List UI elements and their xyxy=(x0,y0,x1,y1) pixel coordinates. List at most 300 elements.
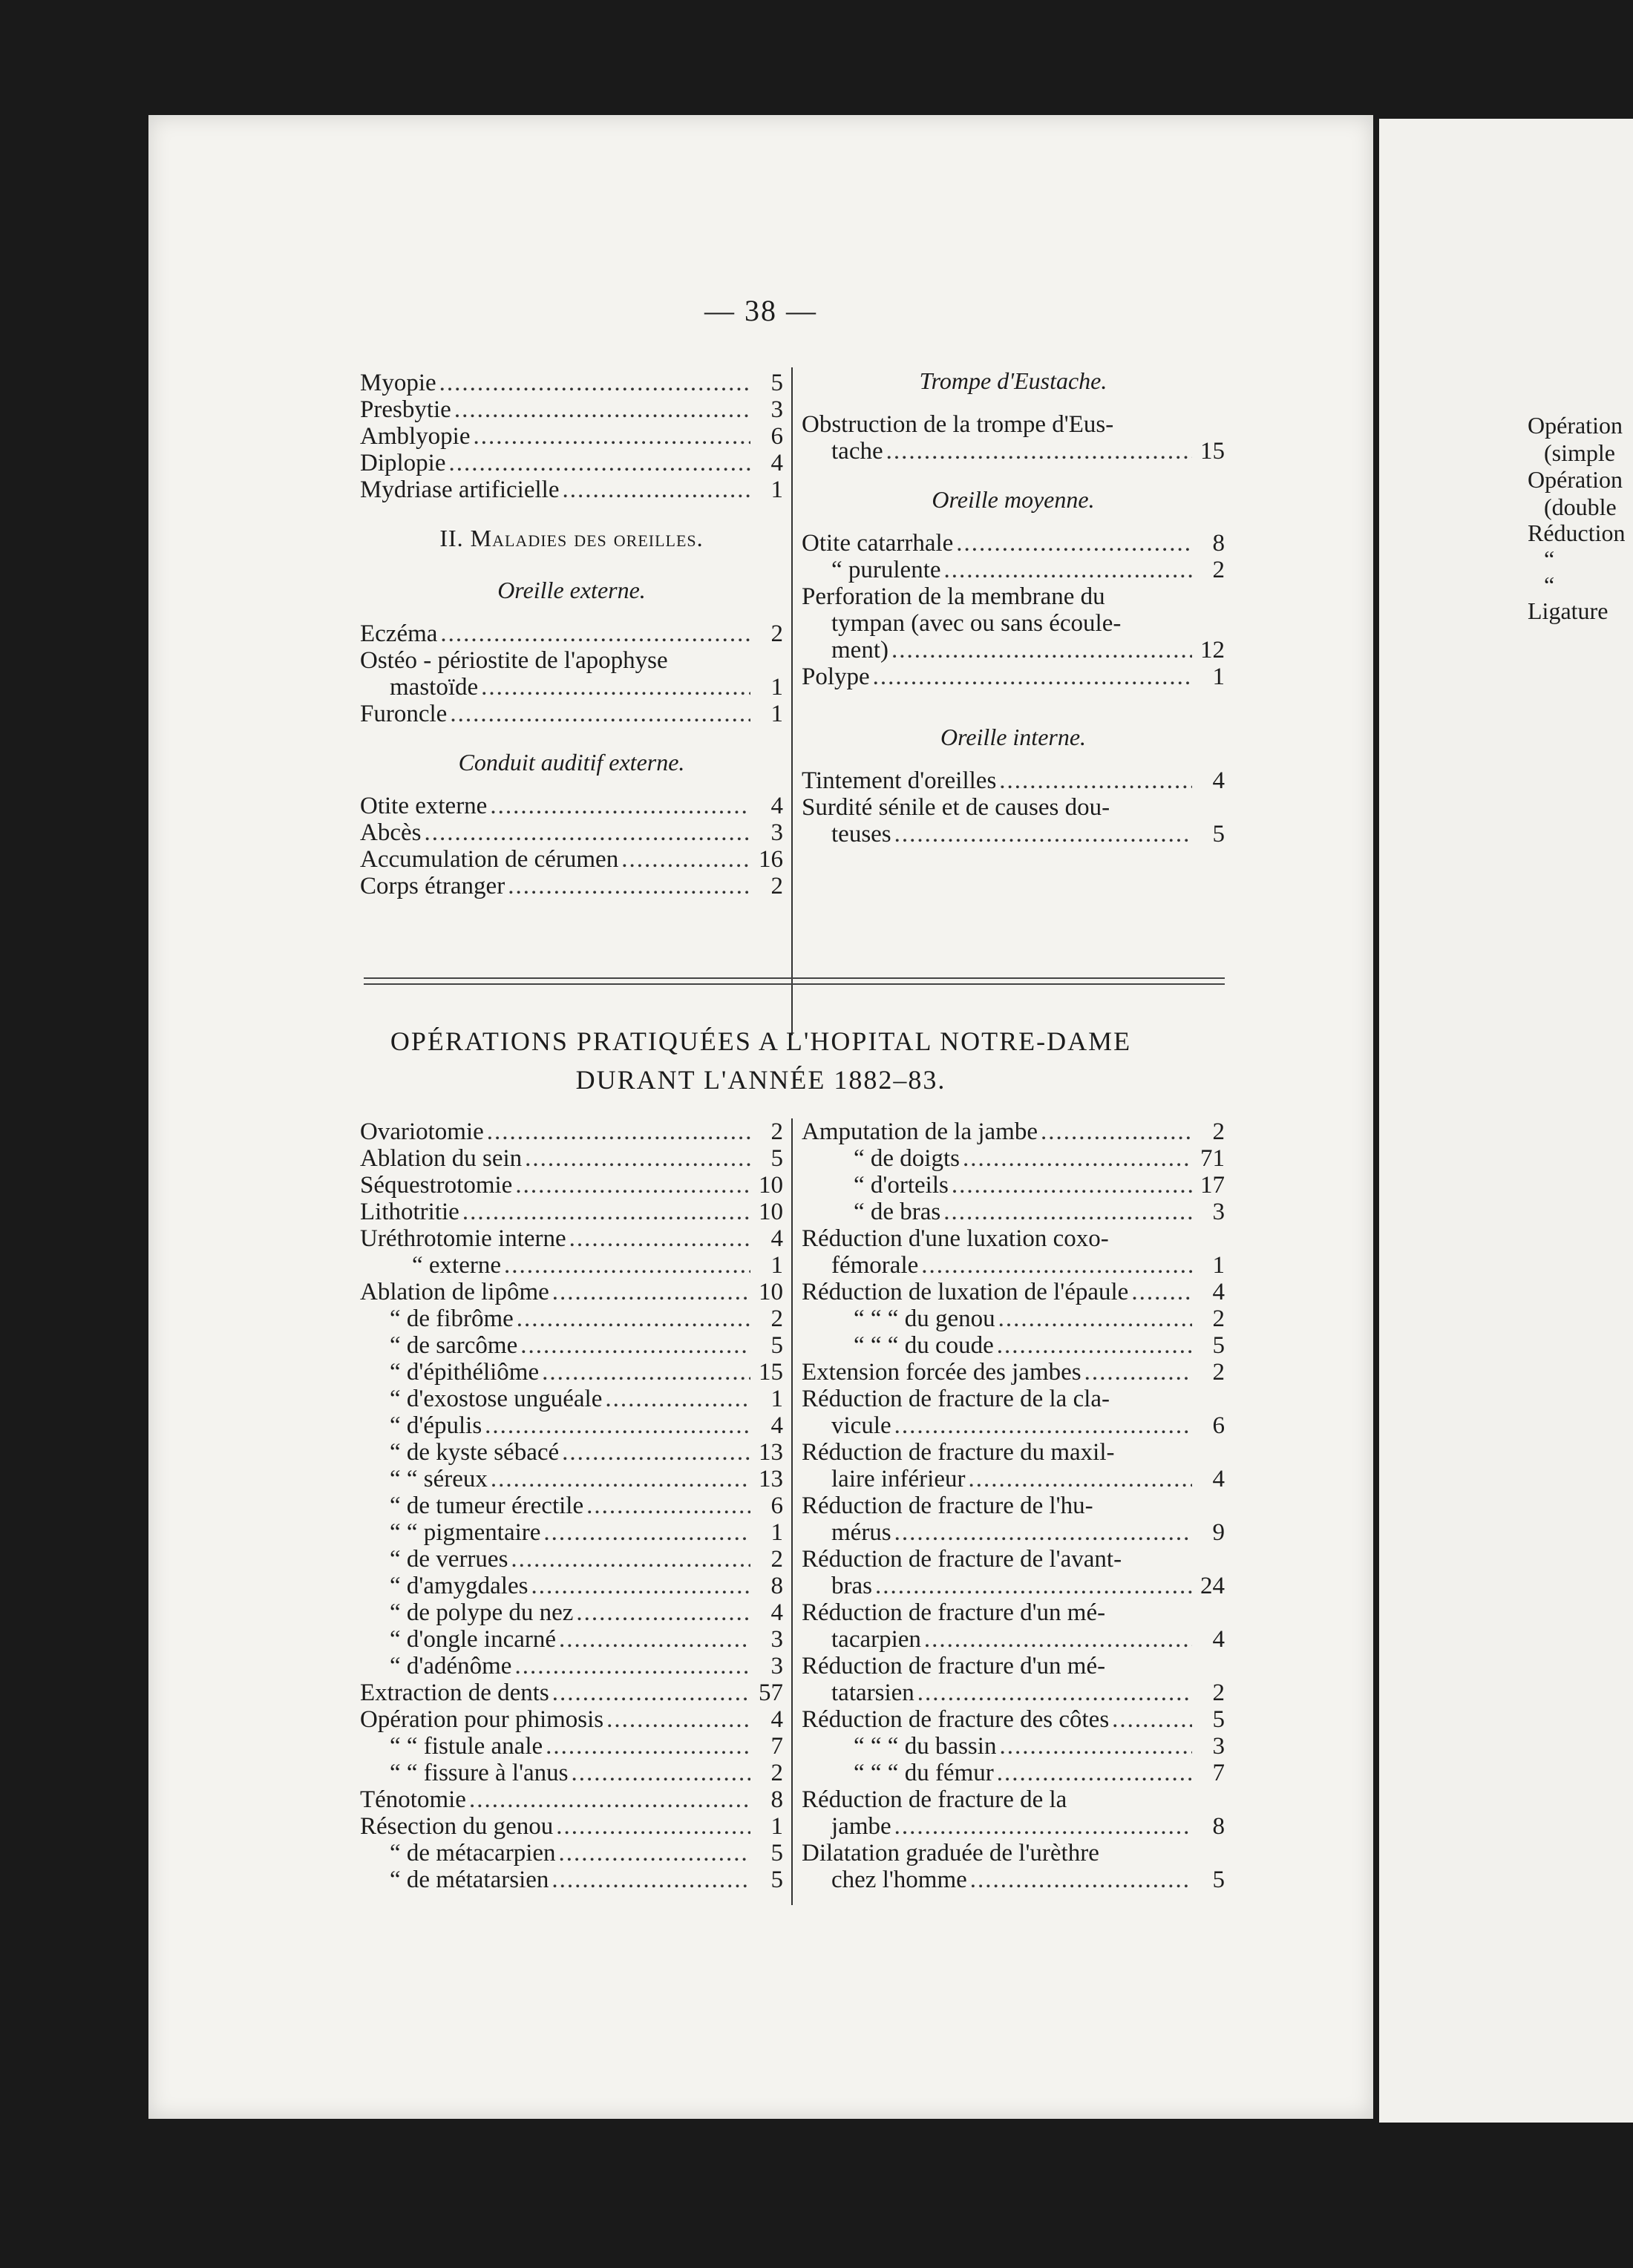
list-item xyxy=(360,1706,783,1733)
item-label: tympan (avec ou sans écoule- xyxy=(831,610,1122,637)
item-count: 4 xyxy=(1212,1279,1225,1305)
adjacent-page-text: “ xyxy=(1544,571,1555,598)
list-item xyxy=(360,674,783,701)
item-label: “ “ “ du bassin xyxy=(854,1733,997,1760)
item-label: “ “ séreux xyxy=(390,1466,488,1492)
list-item xyxy=(360,1653,783,1679)
list-item xyxy=(360,701,783,727)
list-item xyxy=(802,1573,1225,1599)
item-label: jambe xyxy=(831,1813,891,1840)
leader-dots xyxy=(531,1573,750,1599)
item-count: 3 xyxy=(770,1653,783,1679)
item-label: Réduction de fracture des côtes xyxy=(802,1706,1110,1733)
item-label: “ “ “ du fémur xyxy=(854,1760,994,1786)
left-page xyxy=(148,115,1373,2119)
item-count: 71 xyxy=(1200,1145,1225,1172)
item-label: Corps étranger xyxy=(360,873,505,899)
leader-dots xyxy=(999,1733,1192,1760)
item-label: Accumulation de cérumen xyxy=(360,846,619,873)
list-item xyxy=(802,1359,1225,1386)
item-count: 2 xyxy=(1212,1359,1225,1386)
leader-dots xyxy=(490,793,750,819)
list-item xyxy=(802,1332,1225,1359)
item-count: 2 xyxy=(1212,557,1225,583)
leader-dots xyxy=(894,1412,1192,1439)
leader-dots xyxy=(485,1412,750,1439)
item-count: 2 xyxy=(770,1305,783,1332)
item-count: 5 xyxy=(770,370,783,396)
item-label: Surdité sénile et de causes dou- xyxy=(802,794,1110,821)
item-label: Tintement d'oreilles xyxy=(802,767,997,794)
list-item xyxy=(360,1252,783,1279)
item-label: Amblyopie xyxy=(360,423,471,450)
adjacent-page-text: Réduction xyxy=(1528,520,1626,546)
item-label: Perforation de la membrane du xyxy=(802,583,1105,610)
item-label: tatarsien xyxy=(831,1679,914,1706)
leader-dots xyxy=(462,1199,750,1225)
adjacent-page-text: Opération xyxy=(1528,466,1623,493)
trompe-list xyxy=(802,411,1225,465)
item-label: Presbytie xyxy=(360,396,451,423)
adjacent-page-text: (simple xyxy=(1544,439,1615,466)
item-label: “ d'exostose unguéale xyxy=(390,1386,603,1412)
list-item xyxy=(802,411,1225,438)
item-label: Furoncle xyxy=(360,701,448,727)
list-item xyxy=(802,1225,1225,1252)
item-label: Lithotritie xyxy=(360,1199,459,1225)
item-count: 5 xyxy=(1212,1332,1225,1359)
item-count: 10 xyxy=(759,1279,783,1305)
item-label: teuses xyxy=(831,821,891,848)
list-item xyxy=(360,1813,783,1840)
leader-dots xyxy=(924,1626,1192,1653)
ears-section-heading: II. Maladies des oreilles. xyxy=(439,525,704,551)
leader-dots xyxy=(605,1386,750,1412)
item-label: “ “ fistule anale xyxy=(390,1733,543,1760)
item-count: 4 xyxy=(1212,767,1225,794)
leader-dots xyxy=(875,1573,1192,1599)
list-item xyxy=(360,1546,783,1573)
list-item xyxy=(802,794,1225,821)
item-label: ment) xyxy=(831,637,889,663)
list-item xyxy=(360,1519,783,1546)
item-count: 3 xyxy=(770,1626,783,1653)
oreille-moyenne-list xyxy=(802,530,1225,690)
leader-dots xyxy=(511,1546,750,1573)
leader-dots xyxy=(543,1519,750,1546)
list-item xyxy=(802,637,1225,663)
list-item xyxy=(360,1332,783,1359)
list-item xyxy=(360,1760,783,1786)
list-item xyxy=(360,370,783,396)
list-item xyxy=(360,1386,783,1412)
leader-dots xyxy=(473,423,750,450)
leader-dots xyxy=(520,1332,750,1359)
item-count: 4 xyxy=(770,1225,783,1252)
leader-dots xyxy=(517,1305,750,1332)
list-item xyxy=(360,1145,783,1172)
list-item xyxy=(360,450,783,476)
item-label: “ d'épulis xyxy=(390,1412,482,1439)
item-label: Otite catarrhale xyxy=(802,530,954,557)
list-item xyxy=(802,1466,1225,1492)
list-item xyxy=(360,1359,783,1386)
leader-dots xyxy=(454,396,750,423)
leader-dots xyxy=(556,1813,750,1840)
leader-dots xyxy=(891,637,1192,663)
item-label: tacarpien xyxy=(831,1626,921,1653)
item-count: 5 xyxy=(770,1145,783,1172)
item-count: 3 xyxy=(770,819,783,846)
leader-dots xyxy=(963,1145,1192,1172)
item-label: Résection du genou xyxy=(360,1813,554,1840)
item-label: Abcès xyxy=(360,819,422,846)
item-label: Séquestrotomie xyxy=(360,1172,513,1199)
operations-title-line2: DURANT L'ANNÉE 1882–83. xyxy=(575,1065,946,1095)
list-item xyxy=(360,846,783,873)
leader-dots xyxy=(481,674,750,701)
leader-dots xyxy=(886,438,1192,465)
list-item xyxy=(360,1866,783,1893)
item-label: Réduction de fracture de la cla- xyxy=(802,1386,1110,1412)
item-label: Ablation du sein xyxy=(360,1145,523,1172)
leader-dots xyxy=(439,370,750,396)
item-count: 5 xyxy=(1212,1866,1225,1893)
list-item xyxy=(802,767,1225,794)
item-count: 2 xyxy=(1212,1679,1225,1706)
leader-dots xyxy=(576,1599,750,1626)
item-label: “ “ “ du coude xyxy=(854,1332,994,1359)
item-count: 5 xyxy=(770,1332,783,1359)
leader-dots xyxy=(469,1786,750,1813)
item-count: 7 xyxy=(1212,1760,1225,1786)
list-item xyxy=(360,620,783,647)
upper-right-column xyxy=(802,364,1225,848)
item-count: 3 xyxy=(1212,1733,1225,1760)
item-label: laire inférieur xyxy=(831,1466,966,1492)
list-item xyxy=(360,793,783,819)
item-label: “ de métacarpien xyxy=(390,1840,556,1866)
item-label: Ovariotomie xyxy=(360,1118,484,1145)
item-count: 16 xyxy=(759,846,783,873)
item-count: 7 xyxy=(770,1733,783,1760)
eye-diseases-list xyxy=(360,370,783,503)
item-count: 10 xyxy=(759,1172,783,1199)
item-label: Extension forcée des jambes xyxy=(802,1359,1081,1386)
item-label: Myopie xyxy=(360,370,436,396)
item-label: “ d'épithéliôme xyxy=(390,1359,540,1386)
item-label: “ de fibrôme xyxy=(390,1305,514,1332)
item-label: Réduction de fracture de l'avant- xyxy=(802,1546,1122,1573)
item-label: “ “ fissure à l'anus xyxy=(390,1760,569,1786)
item-count: 4 xyxy=(770,1599,783,1626)
item-label: “ “ pigmentaire xyxy=(390,1519,541,1546)
adjacent-page-fragment xyxy=(1379,119,1633,2123)
leader-dots xyxy=(448,450,750,476)
leader-dots xyxy=(997,1332,1192,1359)
item-label: bras xyxy=(831,1573,872,1599)
item-label: tache xyxy=(831,438,883,465)
leader-dots xyxy=(621,846,750,873)
oreille-interne-list xyxy=(802,767,1225,848)
list-item xyxy=(802,583,1225,610)
item-count: 24 xyxy=(1200,1573,1225,1599)
item-count: 1 xyxy=(770,1813,783,1840)
list-item xyxy=(802,610,1225,637)
leader-dots xyxy=(504,1252,750,1279)
item-count: 1 xyxy=(1212,1252,1225,1279)
leader-dots xyxy=(546,1733,750,1760)
item-count: 17 xyxy=(1200,1172,1225,1199)
conduit-heading: Conduit auditif externe. xyxy=(458,749,685,776)
leader-dots xyxy=(450,701,750,727)
item-count: 2 xyxy=(770,1546,783,1573)
leader-dots xyxy=(559,1840,750,1866)
item-count: 6 xyxy=(770,423,783,450)
list-item xyxy=(360,1679,783,1706)
item-count: 1 xyxy=(1212,663,1225,690)
leader-dots xyxy=(424,819,750,846)
leader-dots xyxy=(944,557,1192,583)
leader-dots xyxy=(873,663,1192,690)
list-item xyxy=(360,1225,783,1252)
list-item xyxy=(802,1199,1225,1225)
item-count: 4 xyxy=(770,450,783,476)
leader-dots xyxy=(1084,1359,1192,1386)
item-label: “ de doigts xyxy=(854,1145,960,1172)
item-label: Amputation de la jambe xyxy=(802,1118,1038,1145)
list-item xyxy=(802,1145,1225,1172)
list-item xyxy=(802,663,1225,690)
item-label: Réduction de luxation de l'épaule xyxy=(802,1279,1129,1305)
item-label: “ de tumeur érectile xyxy=(390,1492,584,1519)
adjacent-page-text: Opération xyxy=(1528,412,1623,439)
oreille-externe-heading: Oreille externe. xyxy=(497,577,646,603)
list-item xyxy=(360,1466,783,1492)
item-label: Opération pour phimosis xyxy=(360,1706,604,1733)
leader-dots xyxy=(1131,1279,1192,1305)
double-rule-top xyxy=(364,977,1225,979)
item-label: Obstruction de la trompe d'Eus- xyxy=(802,411,1114,438)
list-item xyxy=(802,1599,1225,1626)
item-count: 5 xyxy=(770,1840,783,1866)
list-item xyxy=(802,1706,1225,1733)
item-label: Ostéo - périostite de l'apophyse xyxy=(360,647,668,674)
item-count: 10 xyxy=(759,1199,783,1225)
leader-dots xyxy=(968,1466,1192,1492)
trompe-heading: Trompe d'Eustache. xyxy=(919,367,1107,394)
item-count: 57 xyxy=(759,1679,783,1706)
leader-dots xyxy=(894,1813,1192,1840)
item-label: Réduction de fracture de l'hu- xyxy=(802,1492,1093,1519)
leader-dots xyxy=(917,1679,1192,1706)
adjacent-page-text: “ xyxy=(1544,545,1555,572)
item-count: 12 xyxy=(1200,637,1225,663)
leader-dots xyxy=(562,1439,750,1466)
list-item xyxy=(360,647,783,674)
upper-left-column xyxy=(360,370,783,899)
item-label: Dilatation graduée de l'urèthre xyxy=(802,1840,1099,1866)
item-label: Extraction de dents xyxy=(360,1679,549,1706)
item-count: 5 xyxy=(1212,1706,1225,1733)
list-item xyxy=(802,1279,1225,1305)
list-item xyxy=(360,423,783,450)
leader-dots xyxy=(542,1359,750,1386)
item-count: 2 xyxy=(770,620,783,647)
item-label: Ténotomie xyxy=(360,1786,466,1813)
item-count: 15 xyxy=(759,1359,783,1386)
list-item xyxy=(802,1786,1225,1813)
list-item xyxy=(360,396,783,423)
item-count: 1 xyxy=(770,701,783,727)
list-item xyxy=(802,1305,1225,1332)
leader-dots xyxy=(552,1866,750,1893)
list-item xyxy=(360,1439,783,1466)
list-item xyxy=(360,1840,783,1866)
item-label: Ablation de lipôme xyxy=(360,1279,549,1305)
item-label: Réduction de fracture du maxil- xyxy=(802,1439,1115,1466)
item-count: 8 xyxy=(770,1573,783,1599)
leader-dots xyxy=(997,1760,1192,1786)
leader-dots xyxy=(552,1279,750,1305)
list-item xyxy=(360,1279,783,1305)
leader-dots xyxy=(970,1866,1192,1893)
list-item xyxy=(360,1305,783,1332)
item-count: 3 xyxy=(770,396,783,423)
item-count: 2 xyxy=(770,873,783,899)
item-label: Polype xyxy=(802,663,870,690)
item-count: 2 xyxy=(1212,1118,1225,1145)
item-label: fémorale xyxy=(831,1252,919,1279)
operations-title-line1: OPÉRATIONS PRATIQUÉES A L'HOPITAL NOTRE-DAME xyxy=(390,1026,1132,1056)
leader-dots xyxy=(569,1225,750,1252)
list-item xyxy=(802,1760,1225,1786)
item-label: “ de verrues xyxy=(390,1546,508,1573)
list-item xyxy=(360,1786,783,1813)
item-label: mérus xyxy=(831,1519,891,1546)
leader-dots xyxy=(572,1760,750,1786)
leader-dots xyxy=(952,1172,1192,1199)
item-label: Réduction d'une luxation coxo- xyxy=(802,1225,1109,1252)
oreille-moyenne-heading: Oreille moyenne. xyxy=(932,486,1095,513)
item-count: 3 xyxy=(1212,1199,1225,1225)
item-count: 4 xyxy=(770,1706,783,1733)
item-label: Réduction de fracture d'un mé- xyxy=(802,1599,1106,1626)
item-count: 13 xyxy=(759,1466,783,1492)
leader-dots xyxy=(921,1252,1192,1279)
item-count: 4 xyxy=(1212,1466,1225,1492)
oreille-externe-list xyxy=(360,620,783,727)
leader-dots xyxy=(998,1305,1192,1332)
item-count: 1 xyxy=(770,476,783,503)
item-label: “ d'ongle incarné xyxy=(390,1626,557,1653)
list-item xyxy=(802,1386,1225,1412)
list-item xyxy=(802,1733,1225,1760)
item-label: Diplopie xyxy=(360,450,446,476)
list-item xyxy=(802,530,1225,557)
list-item xyxy=(360,476,783,503)
item-count: 2 xyxy=(770,1118,783,1145)
oreille-interne-heading: Oreille interne. xyxy=(940,724,1087,750)
leader-dots xyxy=(440,620,750,647)
item-label: Eczéma xyxy=(360,620,438,647)
leader-dots xyxy=(894,1519,1192,1546)
list-item xyxy=(802,1412,1225,1439)
item-label: “ de polype du nez xyxy=(390,1599,574,1626)
leader-dots xyxy=(1041,1118,1192,1145)
item-count: 9 xyxy=(1212,1519,1225,1546)
item-count: 4 xyxy=(770,793,783,819)
leader-dots xyxy=(508,873,750,899)
leader-dots xyxy=(562,476,750,503)
leader-dots xyxy=(487,1118,750,1145)
list-item xyxy=(802,1172,1225,1199)
adjacent-page-text: Ligature xyxy=(1528,597,1609,624)
item-count: 5 xyxy=(1212,821,1225,848)
operations-left-column xyxy=(360,1118,783,1893)
list-item xyxy=(360,1733,783,1760)
leader-dots xyxy=(586,1492,750,1519)
operations-column-divider xyxy=(791,1118,793,1905)
item-label: chez l'homme xyxy=(831,1866,967,1893)
list-item xyxy=(802,1679,1225,1706)
item-label: Mydriase artificielle xyxy=(360,476,560,503)
leader-dots xyxy=(514,1653,750,1679)
list-item xyxy=(802,1626,1225,1653)
leader-dots xyxy=(525,1145,750,1172)
item-count: 8 xyxy=(1212,530,1225,557)
conduit-list xyxy=(360,793,783,899)
upper-column-divider xyxy=(791,367,793,1035)
item-label: mastoïde xyxy=(390,674,479,701)
list-item xyxy=(802,821,1225,848)
item-count: 1 xyxy=(770,674,783,701)
item-count: 8 xyxy=(770,1786,783,1813)
leader-dots xyxy=(552,1679,750,1706)
list-item xyxy=(802,1866,1225,1893)
list-item xyxy=(360,1492,783,1519)
item-count: 1 xyxy=(770,1519,783,1546)
item-label: “ de kyste sébacé xyxy=(390,1439,560,1466)
item-count: 1 xyxy=(770,1386,783,1412)
operations-right-column xyxy=(802,1118,1225,1893)
item-count: 13 xyxy=(759,1439,783,1466)
item-label: “ de sarcôme xyxy=(390,1332,518,1359)
item-label: “ purulente xyxy=(831,557,941,583)
list-item xyxy=(360,1599,783,1626)
list-item xyxy=(802,1653,1225,1679)
item-label: Otite externe xyxy=(360,793,488,819)
adjacent-page-text: (double xyxy=(1544,494,1617,520)
item-count: 1 xyxy=(770,1252,783,1279)
item-label: vicule xyxy=(831,1412,891,1439)
list-item xyxy=(360,1172,783,1199)
list-item xyxy=(360,1199,783,1225)
item-label: “ d'orteils xyxy=(854,1172,949,1199)
list-item xyxy=(360,1412,783,1439)
double-rule-bottom xyxy=(364,983,1225,985)
list-item xyxy=(360,1626,783,1653)
leader-dots xyxy=(606,1706,750,1733)
item-count: 5 xyxy=(770,1866,783,1893)
item-count: 2 xyxy=(1212,1305,1225,1332)
item-count: 6 xyxy=(770,1492,783,1519)
leader-dots xyxy=(559,1626,750,1653)
item-label: “ de métatarsien xyxy=(390,1866,549,1893)
item-label: “ de bras xyxy=(854,1199,941,1225)
item-count: 8 xyxy=(1212,1813,1225,1840)
list-item xyxy=(802,1252,1225,1279)
